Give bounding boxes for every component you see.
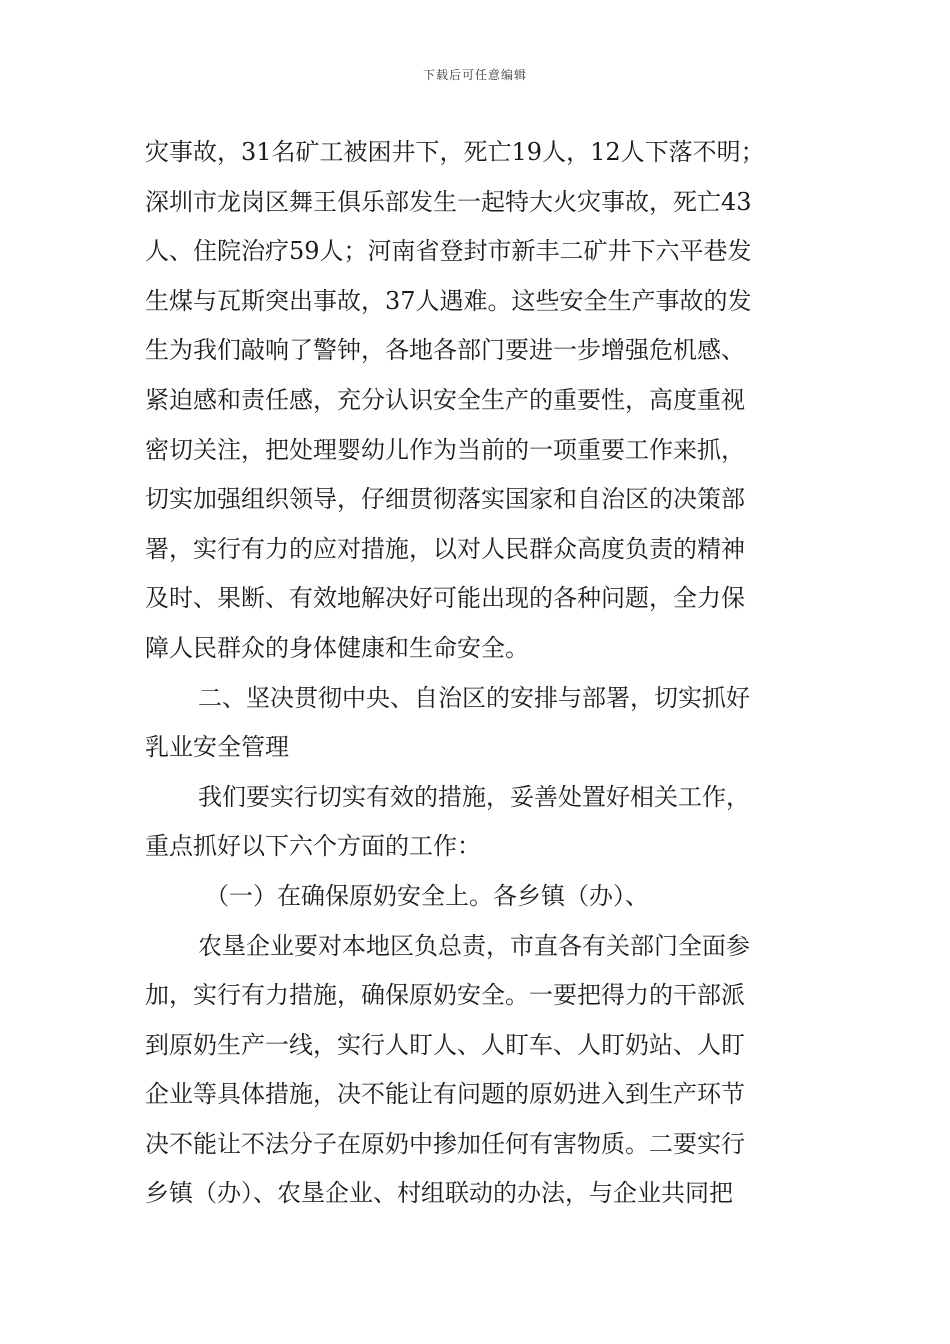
text-line: 紧迫感和责任感，充分认识安全生产的重要性，高度重视: [145, 385, 745, 414]
text-line: 人、住院治疗59人；河南省登封市新丰二矿井下六平巷发: [145, 237, 752, 266]
text-line: 我们要实行切实有效的措施，妥善处置好相关工作，: [198, 782, 750, 811]
text-line: 生为我们敲响了警钟，各地各部门要进一步增强危机感、: [145, 336, 745, 365]
text-line: 生煤与瓦斯突出事故，37人遇难。这些安全生产事故的发: [145, 286, 752, 315]
text-line: 企业等具体措施，决不能让有问题的原奶进入到生产环节: [145, 1080, 745, 1109]
text-line: 二、坚决贯彻中央、自治区的安排与部署，切实抓好: [198, 683, 750, 712]
text-line: 加，实行有力措施，确保原奶安全。一要把得力的干部派: [145, 981, 745, 1010]
document-body: [145, 128, 810, 1219]
text-line: 到原奶生产一线，实行人盯人、人盯车、人盯奶站、人盯: [145, 1030, 745, 1059]
text-line: 农垦企业要对本地区负总责，市直各有关部门全面参: [198, 931, 750, 960]
text-line: 灾事故，31名矿工被困井下，死亡19人，12人下落不明；: [145, 138, 765, 166]
text-line: 密切关注，把处理婴幼儿作为当前的一项重要工作来抓，: [145, 435, 745, 464]
text-line: 重点抓好以下六个方面的工作：: [145, 832, 481, 861]
text-line: 障人民群众的身体健康和生命安全。: [145, 633, 529, 662]
text-line: 及时、果断、有效地解决好可能出现的各种问题，全力保: [145, 584, 745, 613]
text-line: 署，实行有力的应对措施，以对人民群众高度负责的精神: [145, 534, 745, 563]
page-header-note: 下载后可任意编辑: [422, 68, 527, 82]
text-line: 乡镇（办）、农垦企业、村组联动的办法，与企业共同把: [145, 1179, 733, 1208]
text-line: 深圳市龙岗区舞王俱乐部发生一起特大火灾事故，死亡43: [145, 187, 752, 216]
text-line: （一）在确保原奶安全上。各乡镇（办）、: [205, 881, 649, 910]
text-line: 乳业安全管理: [145, 733, 289, 762]
text-line: 切实加强组织领导，仔细贯彻落实国家和自治区的决策部: [145, 485, 745, 514]
text-line: 决不能让不法分子在原奶中掺加任何有害物质。二要实行: [145, 1129, 745, 1158]
